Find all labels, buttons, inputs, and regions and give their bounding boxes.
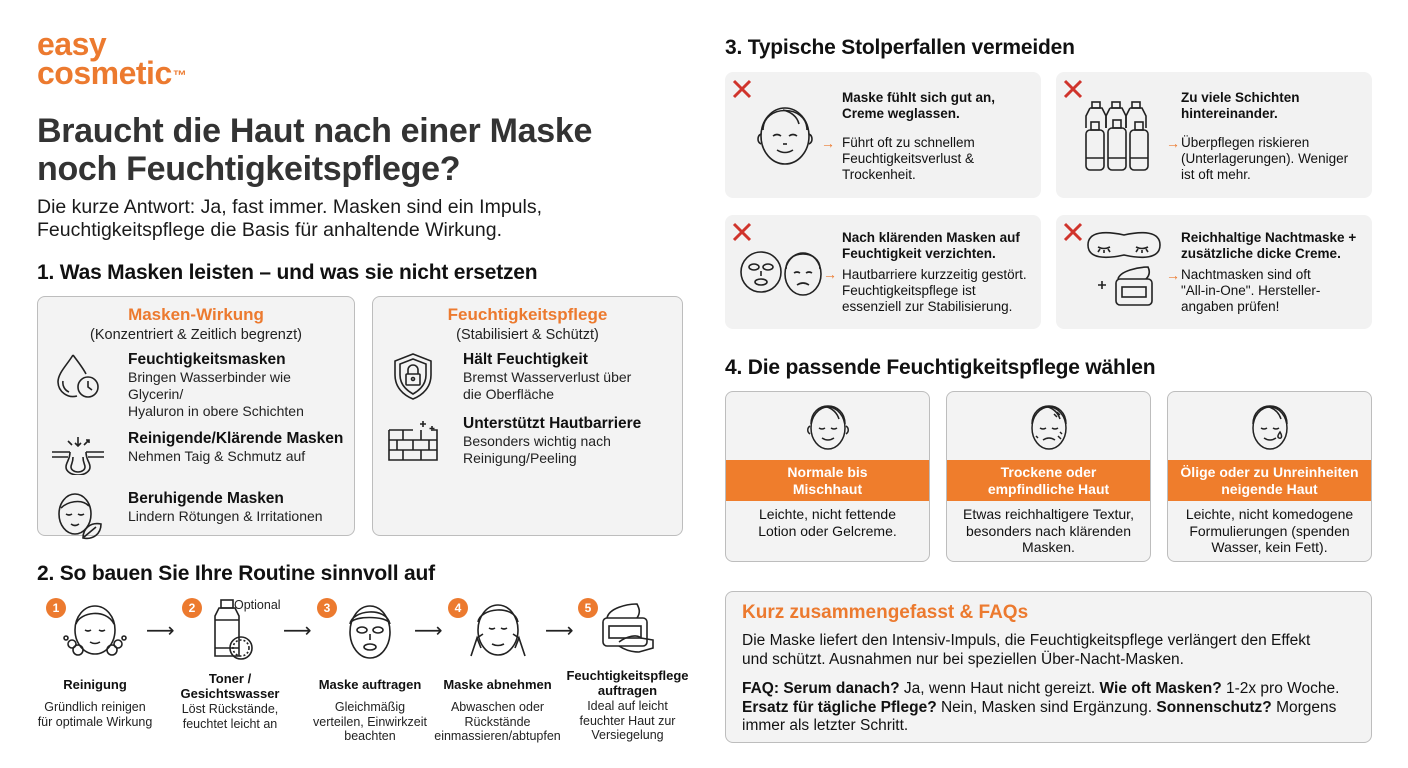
faq-answer: immer als letzter Schritt. [742,717,909,734]
faq-text [742,680,1362,736]
section3-heading: 3. Typische Stolperfallen vermeiden [725,36,1075,59]
error-x-icon [731,78,753,100]
mistake-text: Zu viele Schichten hintereinander. [1181,90,1300,121]
skin-type-card [725,391,930,562]
sleep-mask-cream-icon [1084,223,1164,319]
arrow-right-icon: → [1166,267,1180,283]
summary-faq-box [725,591,1372,743]
consequence-text: Führt oft zu schnellem Feuchtigkeitsverlust & Trockenheit. [842,135,975,182]
optional-label: Optional [234,598,281,612]
arrow-right-icon: ⟶ [414,620,443,642]
mistake-text: Maske fühlt sich gut an, Creme weglassen. [842,90,996,121]
step-label: Maske auftragen [318,677,422,692]
title-line-1: Braucht die Haut nach einer Maske [37,112,593,150]
step-desc: für optimale Wirkung [37,714,153,729]
feature-desc: Reinigung/Peeling [463,450,577,466]
face-leaf-icon [48,490,108,540]
consequence-text: Nachtmasken sind oft "All-in-One". Hersteller- angaben prüfen! [1181,267,1321,314]
pitfall-card [725,72,1041,198]
remove-mask-icon [463,598,533,664]
error-x-icon [1062,78,1084,100]
faq-answer: Ja, wenn Haut nicht gereizt. [899,680,1100,697]
arrow-right-icon: → [821,135,835,151]
masks-effect-card [37,296,355,536]
step-desc: verteilen, Einwirkzeit [313,714,427,729]
skin-type-card [946,391,1151,562]
card-title: Masken-Wirkung [128,305,264,324]
cream-jar-hand-icon [593,598,663,658]
step-number-badge: 4 [448,598,468,618]
step-desc: Ideal auf leicht [587,699,668,713]
card-subtitle: (Konzentriert & Zeitlich begrenzt) [90,327,302,343]
feature-item [383,351,672,403]
feature-desc: Bringen Wasserbinder wie Glycerin/ [128,369,291,402]
face-cleansing-icon [60,598,130,664]
lead-text [37,196,687,242]
feature-title: Reinigende/Klärende Masken [128,430,344,447]
summary-text: Die Maske liefert den Intensiv-Impuls, die Feuchtigkeitspflege verlängert den Effekt und schützt. Ausnahmen nur bei speziellen Über-Nacht-Masken. [742,632,1311,668]
feature-item [48,430,344,480]
sheet-mask-sad-face-icon [739,247,829,297]
brick-wall-icon [383,415,443,465]
step-label: auftragen [597,683,658,698]
page-title [37,112,687,188]
feature-title: Feuchtigkeitsmasken [128,351,286,368]
faq-question: Ersatz für tägliche Pflege? [742,698,937,716]
skin-type-label: Normale bis Mischhaut [726,460,929,501]
droplet-clock-icon [48,351,108,401]
step-desc: Versiegelung [591,728,664,742]
feature-item [48,490,344,540]
arrow-right-icon: ⟶ [545,620,574,642]
feature-title: Unterstützt Hautbarriere [463,415,642,432]
routine-step-2 [170,596,290,731]
step-desc: beachten [344,729,396,743]
pore-cleansing-icon [48,430,108,480]
step-desc: Rückstände [464,714,531,729]
step-desc: Löst Rückstände, [181,702,279,716]
feature-item [48,351,344,420]
error-x-icon [1062,221,1084,243]
lead-line-2: Feuchtigkeitspflege die Basis für anhaltende Wirkung. [37,219,503,241]
step-number-badge: 5 [578,598,598,618]
skin-type-label: Trockene oder empfindliche Haut [947,460,1150,501]
card-subtitle: (Stabilisiert & Schützt) [456,327,599,343]
step-desc: feuchter Haut zur [579,713,676,728]
step-desc: Abwaschen oder [450,700,545,714]
step-desc: Gleichmäßig [334,700,406,714]
faq-answer: Morgens [1271,698,1337,716]
routine-step-5 [560,596,695,743]
skin-type-recommendation: Leichte, nicht fettende Lotion oder Gelcreme. [758,506,897,539]
arrow-right-icon: ⟶ [283,620,312,642]
step-desc: einmassieren/abtupfen [434,729,561,743]
faq-question: Sonnenschutz? [1156,698,1272,716]
arrow-right-icon: → [1166,135,1180,151]
step-label: Maske abnehmen [443,677,552,692]
feature-desc: Bremst Wasserverlust über [463,369,632,385]
title-line-2: noch Feuchtigkeitspflege? [37,150,461,188]
brand-line2: cosmetic [37,55,172,91]
error-x-icon [731,221,753,243]
feature-desc: Besonders wichtig nach [463,433,611,449]
step-desc: Gründlich reinigen [44,700,146,714]
step-label: Gesichtswasser [180,686,280,701]
consequence-text: Hautbarriere kurzzeitig gestört. Feuchtigkeitspflege ist essenziell zur Stabilisierung. [842,267,1027,314]
routine-step-1 [30,596,160,729]
arrow-right-icon: → [823,266,837,282]
card-title: Feuchtigkeitspflege [447,305,608,324]
pitfall-card [1056,72,1372,198]
feature-desc: Hyaluron in obere Schichten [128,403,304,419]
skin-type-recommendation: Leichte, nicht komedogene Formulierungen (spenden Wasser, kein Fett). [1185,506,1354,555]
skin-type-card [1167,391,1372,562]
faq-answer: 1-2x pro Woche. [1221,680,1340,697]
summary-title: Kurz zusammengefasst & FAQs [742,602,1029,623]
arrow-right-icon: ⟶ [146,620,175,642]
step-number-badge: 3 [317,598,337,618]
step-label: Feuchtigkeitspflege [566,668,689,683]
skin-type-label: Ölige oder zu Unreinheiten neigende Haut [1168,460,1371,501]
brand-logo [37,26,187,91]
section4-heading: 4. Die passende Feuchtigkeitspflege wählen [725,356,1156,379]
pitfall-card [725,215,1041,329]
dry-skin-face-icon [1026,400,1072,452]
faq-question: FAQ: Serum danach? [742,680,900,697]
faq-question: Wie oft Masken? [1099,680,1222,697]
lead-line-1: Die kurze Antwort: Ja, fast immer. Masken sind ein Impuls, [37,196,543,218]
feature-item [383,415,672,467]
feature-title: Beruhigende Masken [128,490,284,507]
moisture-care-card [372,296,683,536]
feature-desc: die Oberfläche [463,386,555,402]
consequence-text: Überpflegen riskieren (Unterlagerungen). Weniger ist oft mehr. [1181,135,1349,182]
oily-skin-face-icon [1247,400,1293,452]
section1-heading: 1. Was Masken leisten – und was sie nicht ersetzen [37,261,538,284]
trademark: ™ [172,67,187,83]
mistake-text: Nach klärenden Masken auf Feuchtigkeit verzichten. [842,230,1020,261]
step-label: Toner / [208,671,252,686]
smiling-face-icon [753,100,817,168]
shield-lock-icon [383,351,443,401]
bottles-icon [1084,100,1150,172]
step-number-badge: 1 [46,598,66,618]
step-label: Reinigung [63,677,127,692]
feature-desc: Lindern Rötungen & Irritationen [128,508,323,524]
skin-type-recommendation: Etwas reichhaltigere Textur, besonders nach klärenden Masken. [963,506,1134,555]
sheet-mask-face-icon [335,598,405,664]
step-number-badge: 2 [182,598,202,618]
feature-desc: Nehmen Taig & Schmutz auf [128,448,306,464]
step-desc: feuchtet leicht an [182,716,278,731]
faq-answer: Nein, Masken sind Ergänzung. [936,698,1157,716]
calm-face-icon [805,400,851,452]
pitfall-card [1056,215,1372,329]
section2-heading: 2. So bauen Sie Ihre Routine sinnvoll auf [37,562,435,585]
brand-line1: easy [37,26,107,62]
mistake-text: Reichhaltige Nachtmaske + zusätzliche dicke Creme. [1181,230,1357,261]
feature-title: Hält Feuchtigkeit [463,351,588,368]
